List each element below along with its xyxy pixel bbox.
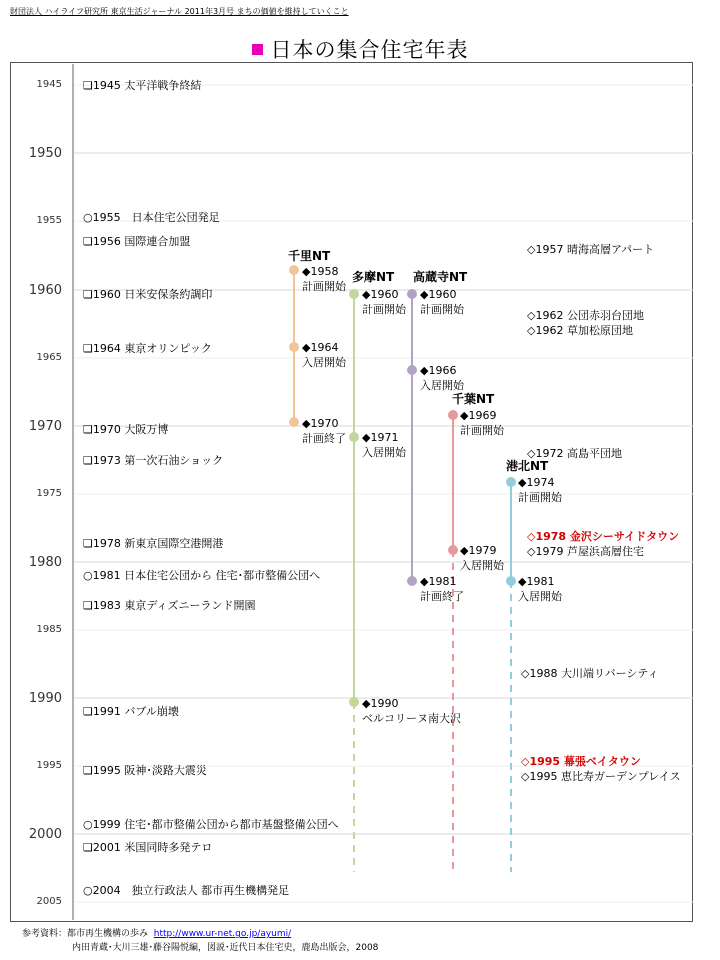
- tama-label-1960: 計画開始: [362, 303, 406, 316]
- senri-year-1970: ◆1970: [302, 417, 339, 430]
- senri-label-1964: 入居開始: [302, 356, 346, 369]
- year-label-2005: 2005: [36, 896, 62, 907]
- housing-1962-akabanedai: ◇1962 公団赤羽台団地: [527, 309, 644, 322]
- kohoku-label-1981: 入居開始: [518, 590, 562, 603]
- event-1955: ○1955 日本住宅公団発足: [83, 211, 220, 224]
- newtown-name-chiba: 千葉NT: [452, 392, 495, 406]
- year-label-1995: 1995: [36, 760, 62, 771]
- senri-year-1958: ◆1958: [302, 265, 339, 278]
- newtown-name-senri: 千里NT: [288, 249, 331, 263]
- newtown-name-kohoku: 港北NT: [506, 459, 549, 473]
- kozoji-dot-1981: [407, 576, 417, 586]
- kozoji-year-1981: ◆1981: [420, 575, 457, 588]
- year-label-1965: 1965: [36, 352, 62, 363]
- senri-label-1958: 計画開始: [302, 280, 346, 293]
- event-1995: ❏1995 阪神･淡路大震災: [83, 764, 207, 777]
- housing-1988: ◇1988 大川端リバーシティ: [521, 667, 659, 680]
- event-1973: ❏1973 第一次石油ショック: [83, 454, 224, 467]
- kozoji-year-1960: ◆1960: [420, 288, 457, 301]
- housing-1978-highlight: ◇1978 金沢シーサイドタウン: [527, 530, 680, 543]
- housing-1957: ◇1957 晴海高層アパート: [527, 243, 655, 256]
- year-label-1970: 1970: [28, 419, 62, 434]
- footer-reference: [22, 926, 291, 939]
- chiba-dot-1969: [448, 410, 458, 420]
- year-label-1975: 1975: [36, 488, 62, 499]
- tama-label-1990: ベルコリーヌ南大沢: [362, 712, 461, 725]
- housing-1962-soka: ◇1962 草加松原団地: [527, 324, 633, 337]
- footer-source-1: 都市再生機構の歩み: [67, 929, 149, 939]
- housing-1972: ◇1972 高島平団地: [527, 447, 622, 460]
- newtown-name-tama: 多摩NT: [352, 270, 395, 284]
- chiba-year-1969: ◆1969: [460, 409, 497, 422]
- senri-year-1964: ◆1964: [302, 341, 339, 354]
- event-1978: ❏1978 新東京国際空港開港: [83, 537, 224, 550]
- year-label-1980: 1980: [28, 555, 62, 570]
- senri-dot-1964: [289, 342, 299, 352]
- year-label-1955: 1955: [36, 215, 62, 226]
- kohoku-label-1974: 計画開始: [518, 491, 562, 504]
- kozoji-dot-1960: [407, 289, 417, 299]
- kohoku-year-1974: ◆1974: [518, 476, 555, 489]
- event-1945: ❏1945 太平洋戦争終結: [83, 79, 202, 92]
- tama-label-1971: 入居開始: [362, 446, 406, 459]
- event-2001: ❏2001 米国同時多発テロ: [83, 841, 213, 854]
- event-1981: ○1981 日本住宅公団から 住宅･都市整備公団へ: [83, 569, 321, 582]
- kozoji-label-1981: 計画終了: [420, 590, 464, 603]
- tama-dot-1960: [349, 289, 359, 299]
- header-source: 財団法人 ハイライフ研究所 東京生活ジャーナル 2011年3月号 まちの価値を維持していくこと: [10, 7, 349, 16]
- event-1983: ❏1983 東京ディズニーランド開園: [83, 599, 256, 612]
- senri-dot-1970: [289, 417, 299, 427]
- senri-label-1970: 計画終了: [302, 432, 346, 445]
- event-1970: ❏1970 大阪万博: [83, 423, 169, 436]
- kohoku-dot-1974: [506, 477, 516, 487]
- year-label-1945: 1945: [36, 79, 62, 90]
- housing-1995-ebisu: ◇1995 恵比寿ガーデンプレイス: [521, 770, 681, 783]
- tama-dot-1971: [349, 432, 359, 442]
- year-label-1950: 1950: [28, 146, 62, 161]
- kohoku-dot-1981: [506, 576, 516, 586]
- chiba-label-1969: 計画開始: [460, 424, 504, 437]
- chiba-label-1979: 入居開始: [460, 559, 504, 572]
- year-label-1960: 1960: [28, 283, 62, 298]
- page-title: 日本の集合住宅年表: [270, 38, 469, 62]
- housing-1979: ◇1979 芦屋浜高層住宅: [527, 545, 644, 558]
- year-label-2000: 2000: [28, 827, 62, 842]
- tama-dot-1990: [349, 697, 359, 707]
- tama-year-1971: ◆1971: [362, 431, 399, 444]
- footer-source-2: 内田青蔵･大川三雄･藤谷陽悦編，図説･近代日本住宅史，鹿島出版会，2008: [72, 943, 379, 953]
- year-label-1990: 1990: [28, 691, 62, 706]
- tama-year-1990: ◆1990: [362, 697, 399, 710]
- kozoji-dot-1966: [407, 365, 417, 375]
- kozoji-label-1966: 入居開始: [420, 379, 464, 392]
- event-1991: ❏1991 バブル崩壊: [83, 705, 179, 718]
- kozoji-year-1966: ◆1966: [420, 364, 457, 377]
- event-1964: ❏1964 東京オリンピック: [83, 342, 212, 355]
- event-2004: ○2004 独立行政法人 都市再生機構発足: [83, 884, 290, 897]
- chiba-year-1979: ◆1979: [460, 544, 497, 557]
- chiba-dot-1979: [448, 545, 458, 555]
- event-1999: ○1999 住宅･都市整備公団から都市基盤整備公団へ: [83, 818, 339, 831]
- newtown-name-kozoji: 高蔵寺NT: [413, 270, 468, 284]
- event-1960: ❏1960 日米安保条約調印: [83, 288, 213, 301]
- senri-dot-1958: [289, 265, 299, 275]
- housing-1995-highlight: ◇1995 幕張ベイタウン: [521, 755, 641, 768]
- tama-year-1960: ◆1960: [362, 288, 399, 301]
- event-1956: ❏1956 国際連合加盟: [83, 235, 191, 248]
- year-label-1985: 1985: [36, 624, 62, 635]
- kozoji-label-1960: 計画開始: [420, 303, 464, 316]
- footer-label: 参考資料：: [22, 929, 68, 939]
- footer-url-link[interactable]: http://www.ur-net.go.jp/ayumi/: [153, 929, 292, 939]
- kohoku-year-1981: ◆1981: [518, 575, 555, 588]
